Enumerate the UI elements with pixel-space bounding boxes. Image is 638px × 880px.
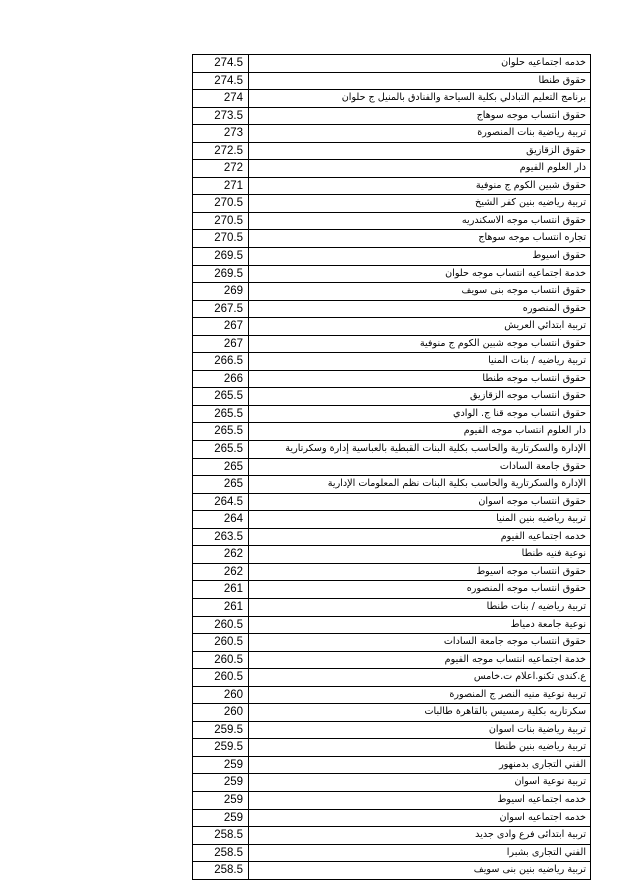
score-cell: 258.5: [193, 862, 249, 879]
score-cell: 270.5: [193, 230, 249, 247]
table-row: [193, 301, 591, 319]
score-cell: 269.5: [193, 248, 249, 265]
score-cell: 272.5: [193, 143, 249, 160]
program-name-cell: حقوق انتساب موجه طنطا: [249, 371, 591, 388]
program-name-cell: خدمه اجتماعيه اسيوط: [249, 792, 591, 809]
table-row: [193, 55, 591, 73]
score-cell: 259: [193, 757, 249, 774]
score-cell: 258.5: [193, 827, 249, 844]
score-cell: 265.5: [193, 388, 249, 405]
program-name-cell: خدمه اجتماعيه الفيوم: [249, 529, 591, 546]
table-row: [193, 406, 591, 424]
table-row: [193, 739, 591, 757]
score-cell: 265: [193, 459, 249, 476]
table-row: [193, 230, 591, 248]
program-name-cell: حقوق طنطا: [249, 73, 591, 90]
table-row: [193, 318, 591, 336]
score-cell: 259.5: [193, 722, 249, 739]
score-cell: 262: [193, 564, 249, 581]
program-name-cell: تربية ابتدائي العريش: [249, 318, 591, 335]
table-row: [193, 511, 591, 529]
program-name-cell: حقوق انتساب موجه اسوان: [249, 494, 591, 511]
program-name-cell: تربية رياضيه بنين المنيا: [249, 511, 591, 528]
table-row: [193, 845, 591, 863]
program-name-cell: حقوق انتساب موجه بنى سويف: [249, 283, 591, 300]
table-row: [193, 599, 591, 617]
table-row: [193, 266, 591, 284]
table-row: [193, 73, 591, 91]
program-name-cell: ع.كندى تكنو.اعلام ت.خامس: [249, 669, 591, 686]
table-row: [193, 423, 591, 441]
program-name-cell: خدمه اجتماعيه اسوان: [249, 810, 591, 827]
table-row: [193, 388, 591, 406]
score-cell: 265: [193, 476, 249, 493]
score-cell: 267: [193, 336, 249, 353]
table-row: [193, 704, 591, 722]
table-row: [193, 529, 591, 547]
program-name-cell: حقوق انتساب موجه الزقازيق: [249, 388, 591, 405]
table-row: [193, 581, 591, 599]
program-name-cell: خدمة اجتماعيه انتساب موجه الفيوم: [249, 652, 591, 669]
table-row: [193, 459, 591, 477]
table-row: [193, 441, 591, 459]
table-row: [193, 494, 591, 512]
table-row: [193, 546, 591, 564]
score-cell: 259: [193, 810, 249, 827]
score-cell: 270.5: [193, 195, 249, 212]
score-cell: 265.5: [193, 423, 249, 440]
score-cell: 274.5: [193, 73, 249, 90]
score-cell: 264.5: [193, 494, 249, 511]
score-cell: 264: [193, 511, 249, 528]
score-cell: 260.5: [193, 652, 249, 669]
table-row: [193, 476, 591, 494]
table-row: [193, 125, 591, 143]
table-row: [193, 336, 591, 354]
program-name-cell: نوعية جامعة دمياط: [249, 617, 591, 634]
table-row: [193, 108, 591, 126]
score-cell: 259: [193, 774, 249, 791]
score-cell: 271: [193, 178, 249, 195]
program-name-cell: تجاره انتساب موجه سوهاج: [249, 230, 591, 247]
program-name-cell: تربية رياضيه بنين كفر الشيخ: [249, 195, 591, 212]
program-name-cell: تربية رياضية بنات اسوان: [249, 722, 591, 739]
table-row: [193, 792, 591, 810]
program-name-cell: حقوق انتساب موجه اسيوط: [249, 564, 591, 581]
score-cell: 259: [193, 792, 249, 809]
program-name-cell: حقوق شبين الكوم ج منوفية: [249, 178, 591, 195]
score-cell: 261: [193, 599, 249, 616]
score-cell: 266.5: [193, 353, 249, 370]
program-name-cell: تربية رياضيه / بنات المنيا: [249, 353, 591, 370]
program-name-cell: تربية رياضيه بنين بنى سويف: [249, 862, 591, 879]
table-row: [193, 564, 591, 582]
table-row: [193, 669, 591, 687]
program-name-cell: خدمة اجتماعيه انتساب موجه حلوان: [249, 266, 591, 283]
program-name-cell: تربية نوعية منيه النصر ج المنصورة: [249, 687, 591, 704]
table-row: [193, 353, 591, 371]
table-row: [193, 195, 591, 213]
score-cell: 269: [193, 283, 249, 300]
program-name-cell: الفني التجارى بشبرا: [249, 845, 591, 862]
program-name-cell: حقوق انتساب موجه جامعة السادات: [249, 634, 591, 651]
program-name-cell: الفني التجارى بدمنهور: [249, 757, 591, 774]
score-cell: 260.5: [193, 617, 249, 634]
program-name-cell: تربية رياضية بنات المنصورة: [249, 125, 591, 142]
score-cell: 265.5: [193, 441, 249, 458]
program-name-cell: حقوق انتساب موجه شبين الكوم ج منوفية: [249, 336, 591, 353]
program-name-cell: حقوق جامعة السادات: [249, 459, 591, 476]
table-row: [193, 862, 591, 880]
program-name-cell: تربية ابتدائى فرع وادى جديد: [249, 827, 591, 844]
score-cell: 267: [193, 318, 249, 335]
scores-table: [192, 54, 591, 880]
program-name-cell: تربية نوعية اسوان: [249, 774, 591, 791]
table-row: [193, 143, 591, 161]
program-name-cell: سكرتاريه بكلية رمسيس بالقاهرة طالبات: [249, 704, 591, 721]
table-row: [193, 810, 591, 828]
score-cell: 265.5: [193, 406, 249, 423]
score-cell: 260: [193, 687, 249, 704]
program-name-cell: حقوق انتساب موجه الاسكندريه: [249, 213, 591, 230]
table-row: [193, 634, 591, 652]
program-name-cell: الإدارة والسكرتارية والحاسب بكلية البنات القبطية بالعباسية إدارة وسكرتارية: [249, 441, 591, 458]
table-row: [193, 652, 591, 670]
table-row: [193, 371, 591, 389]
score-cell: 274.5: [193, 55, 249, 72]
score-cell: 274: [193, 90, 249, 107]
program-name-cell: دار العلوم الفيوم: [249, 160, 591, 177]
program-name-cell: حقوق انتساب موجه المنصوره: [249, 581, 591, 598]
score-cell: 272: [193, 160, 249, 177]
score-cell: 260: [193, 704, 249, 721]
score-cell: 270.5: [193, 213, 249, 230]
program-name-cell: حقوق انتساب موجه قنا ج. الوادي: [249, 406, 591, 423]
program-name-cell: تربية رياضيه بنين طنطا: [249, 739, 591, 756]
score-cell: 261: [193, 581, 249, 598]
table-row: [193, 178, 591, 196]
score-cell: 273.5: [193, 108, 249, 125]
program-name-cell: برنامج التعليم التبادلي بكلية السياحة والفنادق بالمنيل ج حلوان: [249, 90, 591, 107]
score-cell: 260.5: [193, 634, 249, 651]
table-row: [193, 248, 591, 266]
table-row: [193, 757, 591, 775]
program-name-cell: خدمه اجتماعيه حلوان: [249, 55, 591, 72]
table-row: [193, 90, 591, 108]
table-row: [193, 283, 591, 301]
program-name-cell: الإدارة والسكرتارية والحاسب بكلية البنات نظم المعلومات الإدارية: [249, 476, 591, 493]
table-row: [193, 617, 591, 635]
score-cell: 259.5: [193, 739, 249, 756]
program-name-cell: حقوق اسيوط: [249, 248, 591, 265]
program-name-cell: حقوق المنصوره: [249, 301, 591, 318]
table-row: [193, 213, 591, 231]
table-row: [193, 774, 591, 792]
score-cell: 260.5: [193, 669, 249, 686]
score-cell: 266: [193, 371, 249, 388]
program-name-cell: حقوق الزقازيق: [249, 143, 591, 160]
table-row: [193, 827, 591, 845]
score-cell: 269.5: [193, 266, 249, 283]
score-cell: 267.5: [193, 301, 249, 318]
program-name-cell: حقوق انتساب موجه سوهاج: [249, 108, 591, 125]
program-name-cell: دار العلوم انتساب موجه الفيوم: [249, 423, 591, 440]
score-cell: 262: [193, 546, 249, 563]
program-name-cell: نوعية فنيه طنطا: [249, 546, 591, 563]
score-cell: 258.5: [193, 845, 249, 862]
score-cell: 263.5: [193, 529, 249, 546]
table-row: [193, 687, 591, 705]
table-row: [193, 722, 591, 740]
program-name-cell: تربية رياضيه / بنات طنطا: [249, 599, 591, 616]
score-cell: 273: [193, 125, 249, 142]
table-row: [193, 160, 591, 178]
